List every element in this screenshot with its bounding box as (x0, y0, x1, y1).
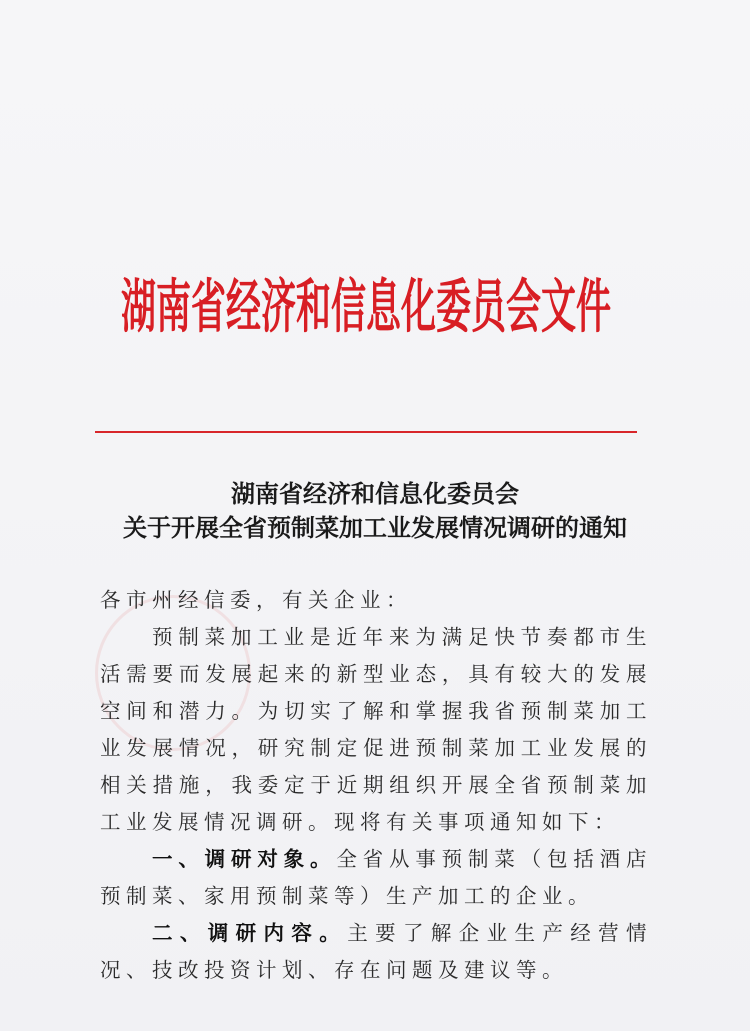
section-2-text: 主要了解企业生产经营情况、技改投资计划、存在问题及建议等。 (100, 921, 653, 982)
section-2 (100, 915, 652, 989)
document-header-title: 湖南省经济和信息化委员会文件 (120, 273, 611, 342)
notice-title-line2: 关于开展全省预制菜加工业发展情况调研的通知 (123, 513, 627, 542)
red-divider-line (95, 431, 637, 433)
section-1-text: 全省从事预制菜（包括酒店预制菜、家用预制菜等）生产加工的企业。 (100, 847, 653, 908)
notice-title-line1: 湖南省经济和信息化委员会 (231, 479, 519, 508)
section-1-heading: 一、调研对象。 (152, 847, 337, 871)
notice-body (100, 582, 652, 989)
salutation: 各市州经信委，有关企业： (100, 588, 412, 612)
intro-paragraph: 预制菜加工业是近年来为满足快节奏都市生活需要而发展起来的新型业态，具有较大的发展空间和潜力。为切实了解和掌握我省预制菜加工业发展情况，研究制定促进预制菜加工业发展的相关措施，我委定于近期组织开展全省预制菜加工业发展情况调研。现将有关事项通知如下： (100, 625, 652, 834)
section-1 (100, 841, 652, 915)
section-2-heading: 二、调研内容。 (152, 921, 348, 945)
